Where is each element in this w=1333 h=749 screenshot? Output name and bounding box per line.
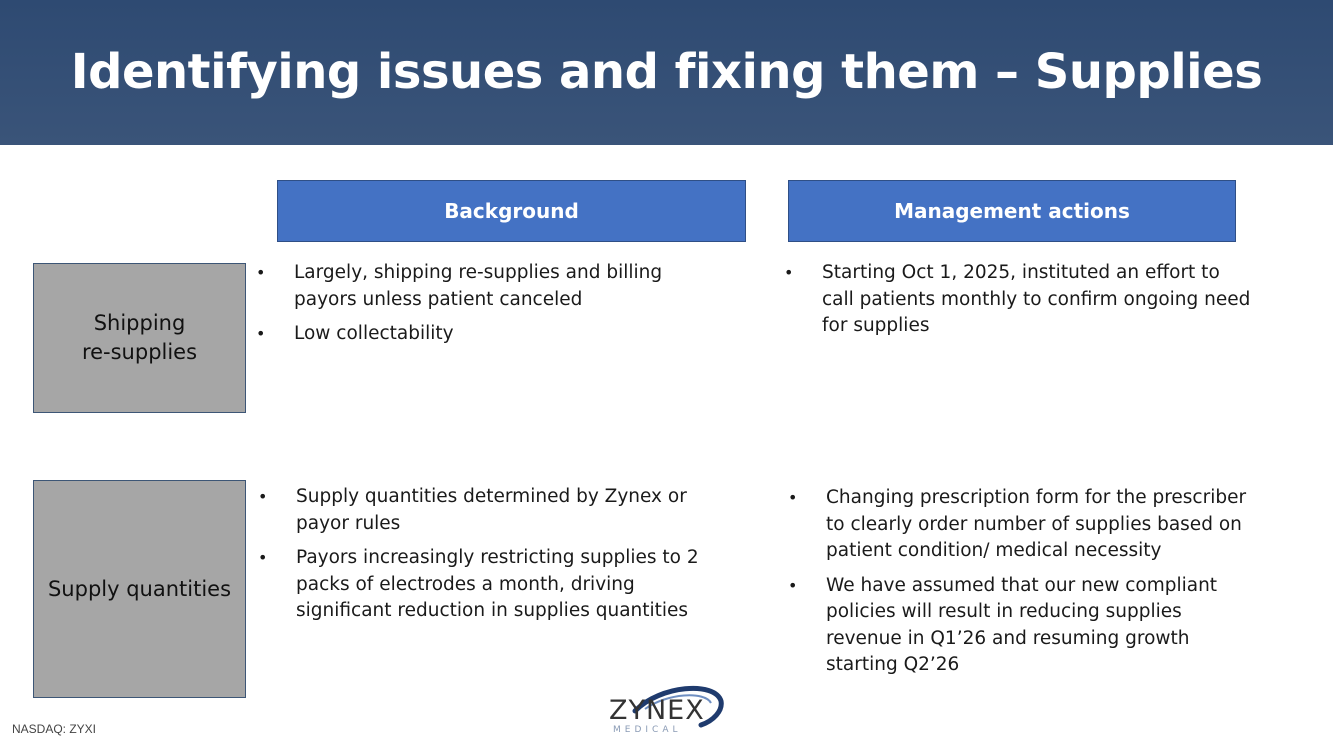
management-list-quantities	[788, 485, 1248, 687]
column-header-background: Background	[277, 180, 746, 242]
background-list-shipping	[256, 260, 726, 356]
row-label-line: re-supplies	[81, 340, 198, 364]
row-label-line: Shipping	[93, 311, 186, 335]
slide-title: Identifying issues and fixing them – Supplies	[70, 44, 1263, 100]
row-label-shipping-resupplies	[33, 263, 246, 413]
row-label-line: Supply quantities	[47, 576, 232, 601]
list-item: • Changing prescription form for the prescriber to clearly order number of supplies based on patient condition/ medical necessity	[788, 485, 1248, 565]
zynex-logo	[605, 683, 725, 738]
background-list-quantities	[258, 484, 728, 633]
list-item: • Low collectability	[256, 321, 726, 348]
list-item: • Payors increasingly restricting supplies to 2 packs of electrodes a month, driving significant reduction in supplies quantities	[258, 545, 728, 625]
logo-subtitle: MEDICAL	[613, 725, 682, 735]
list-item: • Largely, shipping re-supplies and billing payors unless patient canceled	[256, 260, 726, 313]
title-banner	[0, 0, 1333, 145]
column-header-management-actions: Management actions	[788, 180, 1236, 242]
list-item: • We have assumed that our new compliant policies will result in reducing supplies revenue in Q1’26 and resuming growth starting Q2’26	[788, 573, 1248, 679]
nasdaq-ticker: NASDAQ: ZYXI	[12, 722, 97, 736]
management-list-shipping	[784, 260, 1254, 348]
list-item: • Starting Oct 1, 2025, instituted an effort to call patients monthly to confirm ongoing need for supplies	[784, 260, 1254, 340]
logo-wordmark: ZYNEX	[609, 695, 705, 726]
row-label-supply-quantities	[33, 480, 246, 698]
list-item: • Supply quantities determined by Zynex or payor rules	[258, 484, 728, 537]
